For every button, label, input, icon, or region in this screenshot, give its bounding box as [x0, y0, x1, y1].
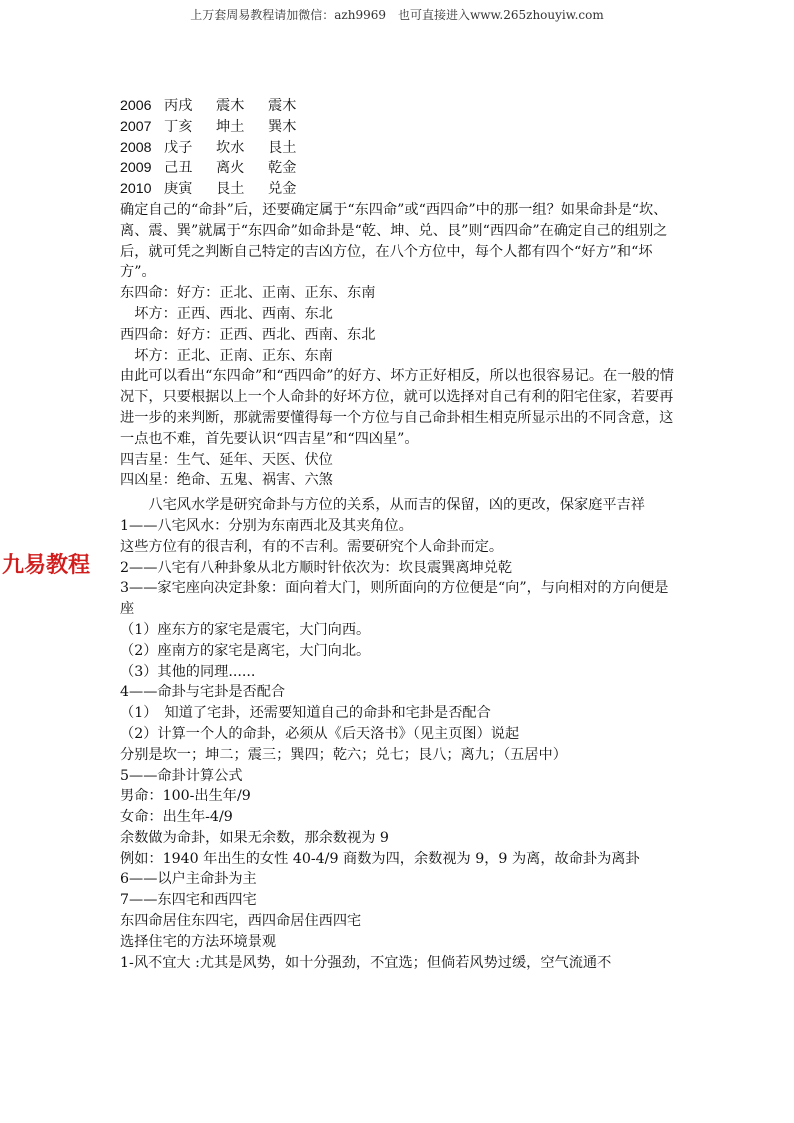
document-body — [120, 96, 680, 973]
year-row — [120, 179, 680, 200]
ganzhi: 己丑 — [164, 160, 193, 177]
gua-a: 坎水 — [216, 139, 245, 156]
text-line: （2）计算一个人的命卦，必须从《后天洛书》（见主页图）说起 — [120, 725, 520, 742]
ganzhi: 丙戌 — [164, 98, 193, 114]
text-line: 西四命：好方：正西、西北、西南、东北 — [120, 326, 376, 343]
text-line: 四吉星：生气、延年、天医、伏位 — [120, 451, 333, 468]
text-line: （2）座南方的家宅是离宅，大门向北。 — [120, 642, 371, 659]
text-line: 这些方位有的很吉利，有的不吉利。需要研究个人命卦而定。 — [120, 538, 504, 555]
year-row — [120, 117, 680, 138]
gua-b: 乾金 — [268, 160, 297, 177]
year: 2010 — [120, 181, 152, 198]
gua-b: 兑金 — [268, 181, 297, 198]
text-line: 1-风不宜大 :尤其是风势，如十分强劲，不宜选；但倘若风势过缓，空气流通不 — [120, 954, 612, 971]
year-row — [120, 158, 680, 179]
text-line: 2——八宅有八种卦象从北方顺时针依次为：坎艮震巽离坤兑乾 — [120, 559, 513, 576]
text-line: 7——东四宅和西四宅 — [120, 892, 257, 909]
text-line: 男命：100-出生年/9 — [120, 788, 251, 805]
gua-b: 巽木 — [268, 118, 297, 135]
paragraph: 确定自己的“命卦”后，还要确定属于“东四命”或“西四命”中的那一组？如果命卦是“坎、离、震、巽”就属于“东四命”如命卦是“乾、坤、兑、艮”则“西四命”在确定自己的组别之后，就可凭之判断自己特定的吉凶方位，在八个方位中，每个人都有四个“好方”和“坏方”。 — [120, 201, 668, 281]
text-line: 5——命卦计算公式 — [120, 767, 243, 784]
gua-a: 震木 — [216, 98, 245, 114]
gua-b: 艮土 — [268, 139, 297, 156]
text-line: 坏方：正西、西北、西南、东北 — [134, 305, 333, 322]
text-line: 分别是坎一；坤二；震三；巽四；乾六；兑七；艮八；离九；（五居中） — [120, 746, 567, 763]
ganzhi: 丁亥 — [164, 118, 193, 135]
text-line: （1） 知道了宅卦，还需要知道自己的命卦和宅卦是否配合 — [120, 705, 491, 722]
year-row — [120, 138, 680, 159]
text-line: 坏方：正北、正南、正东、东南 — [134, 347, 333, 364]
text-line: 1——八宅风水：分别为东南西北及其夹角位。 — [120, 517, 413, 534]
text-line: 女命：出生年-4/9 — [120, 809, 233, 826]
gua-a: 坤土 — [216, 118, 245, 135]
text-line: （1）座东方的家宅是震宅，大门向西。 — [120, 621, 371, 638]
text-line: 4——命卦与宅卦是否配合 — [120, 684, 286, 701]
paragraph: 八宅风水学是研究命卦与方位的关系，从而吉的保留，凶的更改，保家庭平吉祥 — [148, 497, 645, 514]
gua-b: 震木 — [268, 98, 297, 114]
text-line: 东四命居住东四宅，西四命居住西四宅 — [120, 913, 362, 930]
text-line: 东四命：好方：正北、正南、正东、东南 — [120, 285, 376, 302]
text-line: 选择住宅的方法环境景观 — [120, 933, 277, 950]
text-line: 6——以户主命卦为主 — [120, 871, 257, 888]
text-line: 余数做为命卦，如果无余数，那余数视为 9 — [120, 829, 389, 846]
watermark-logo: 九易教程 — [2, 553, 91, 578]
text-line: （3）其他的同理...... — [120, 663, 256, 680]
gua-a: 艮土 — [216, 181, 245, 198]
page-header: 上万套周易教程请加微信：azh9969 也可直接进入www.265zhouyiw.com — [190, 8, 604, 22]
year-row — [120, 96, 680, 117]
year: 2007 — [120, 118, 152, 135]
ganzhi: 戊子 — [164, 139, 193, 156]
text-line: 四凶星：绝命、五鬼、祸害、六煞 — [120, 472, 333, 489]
paragraph: 例如：1940 年出生的女性 40-4/9 商数为四，余数视为 9，9 为离，故命卦为离卦 — [120, 850, 640, 867]
gua-a: 离火 — [216, 160, 245, 177]
year: 2009 — [120, 160, 152, 177]
ganzhi: 庚寅 — [164, 181, 193, 198]
paragraph: 由此可以看出“东四命”和“西四命”的好方、坏方正好相反，所以也很容易记。在一般的情况下，只要根据以上一个人命卦的好坏方位，就可以选择对自己有利的阳宅住家，若要再进一步的来判断，那就需要懂得每一个方位与自己命卦相生相克所显示出的不同含意，这一点也不难，首先要认识“四吉星”和“四凶星”。 — [120, 368, 674, 447]
paragraph: 3——家宅座向决定卦象：面向着大门，则所面向的方位便是“向”，与向相对的方向便是座 — [120, 580, 669, 618]
year: 2008 — [120, 139, 152, 156]
year: 2006 — [120, 98, 152, 114]
